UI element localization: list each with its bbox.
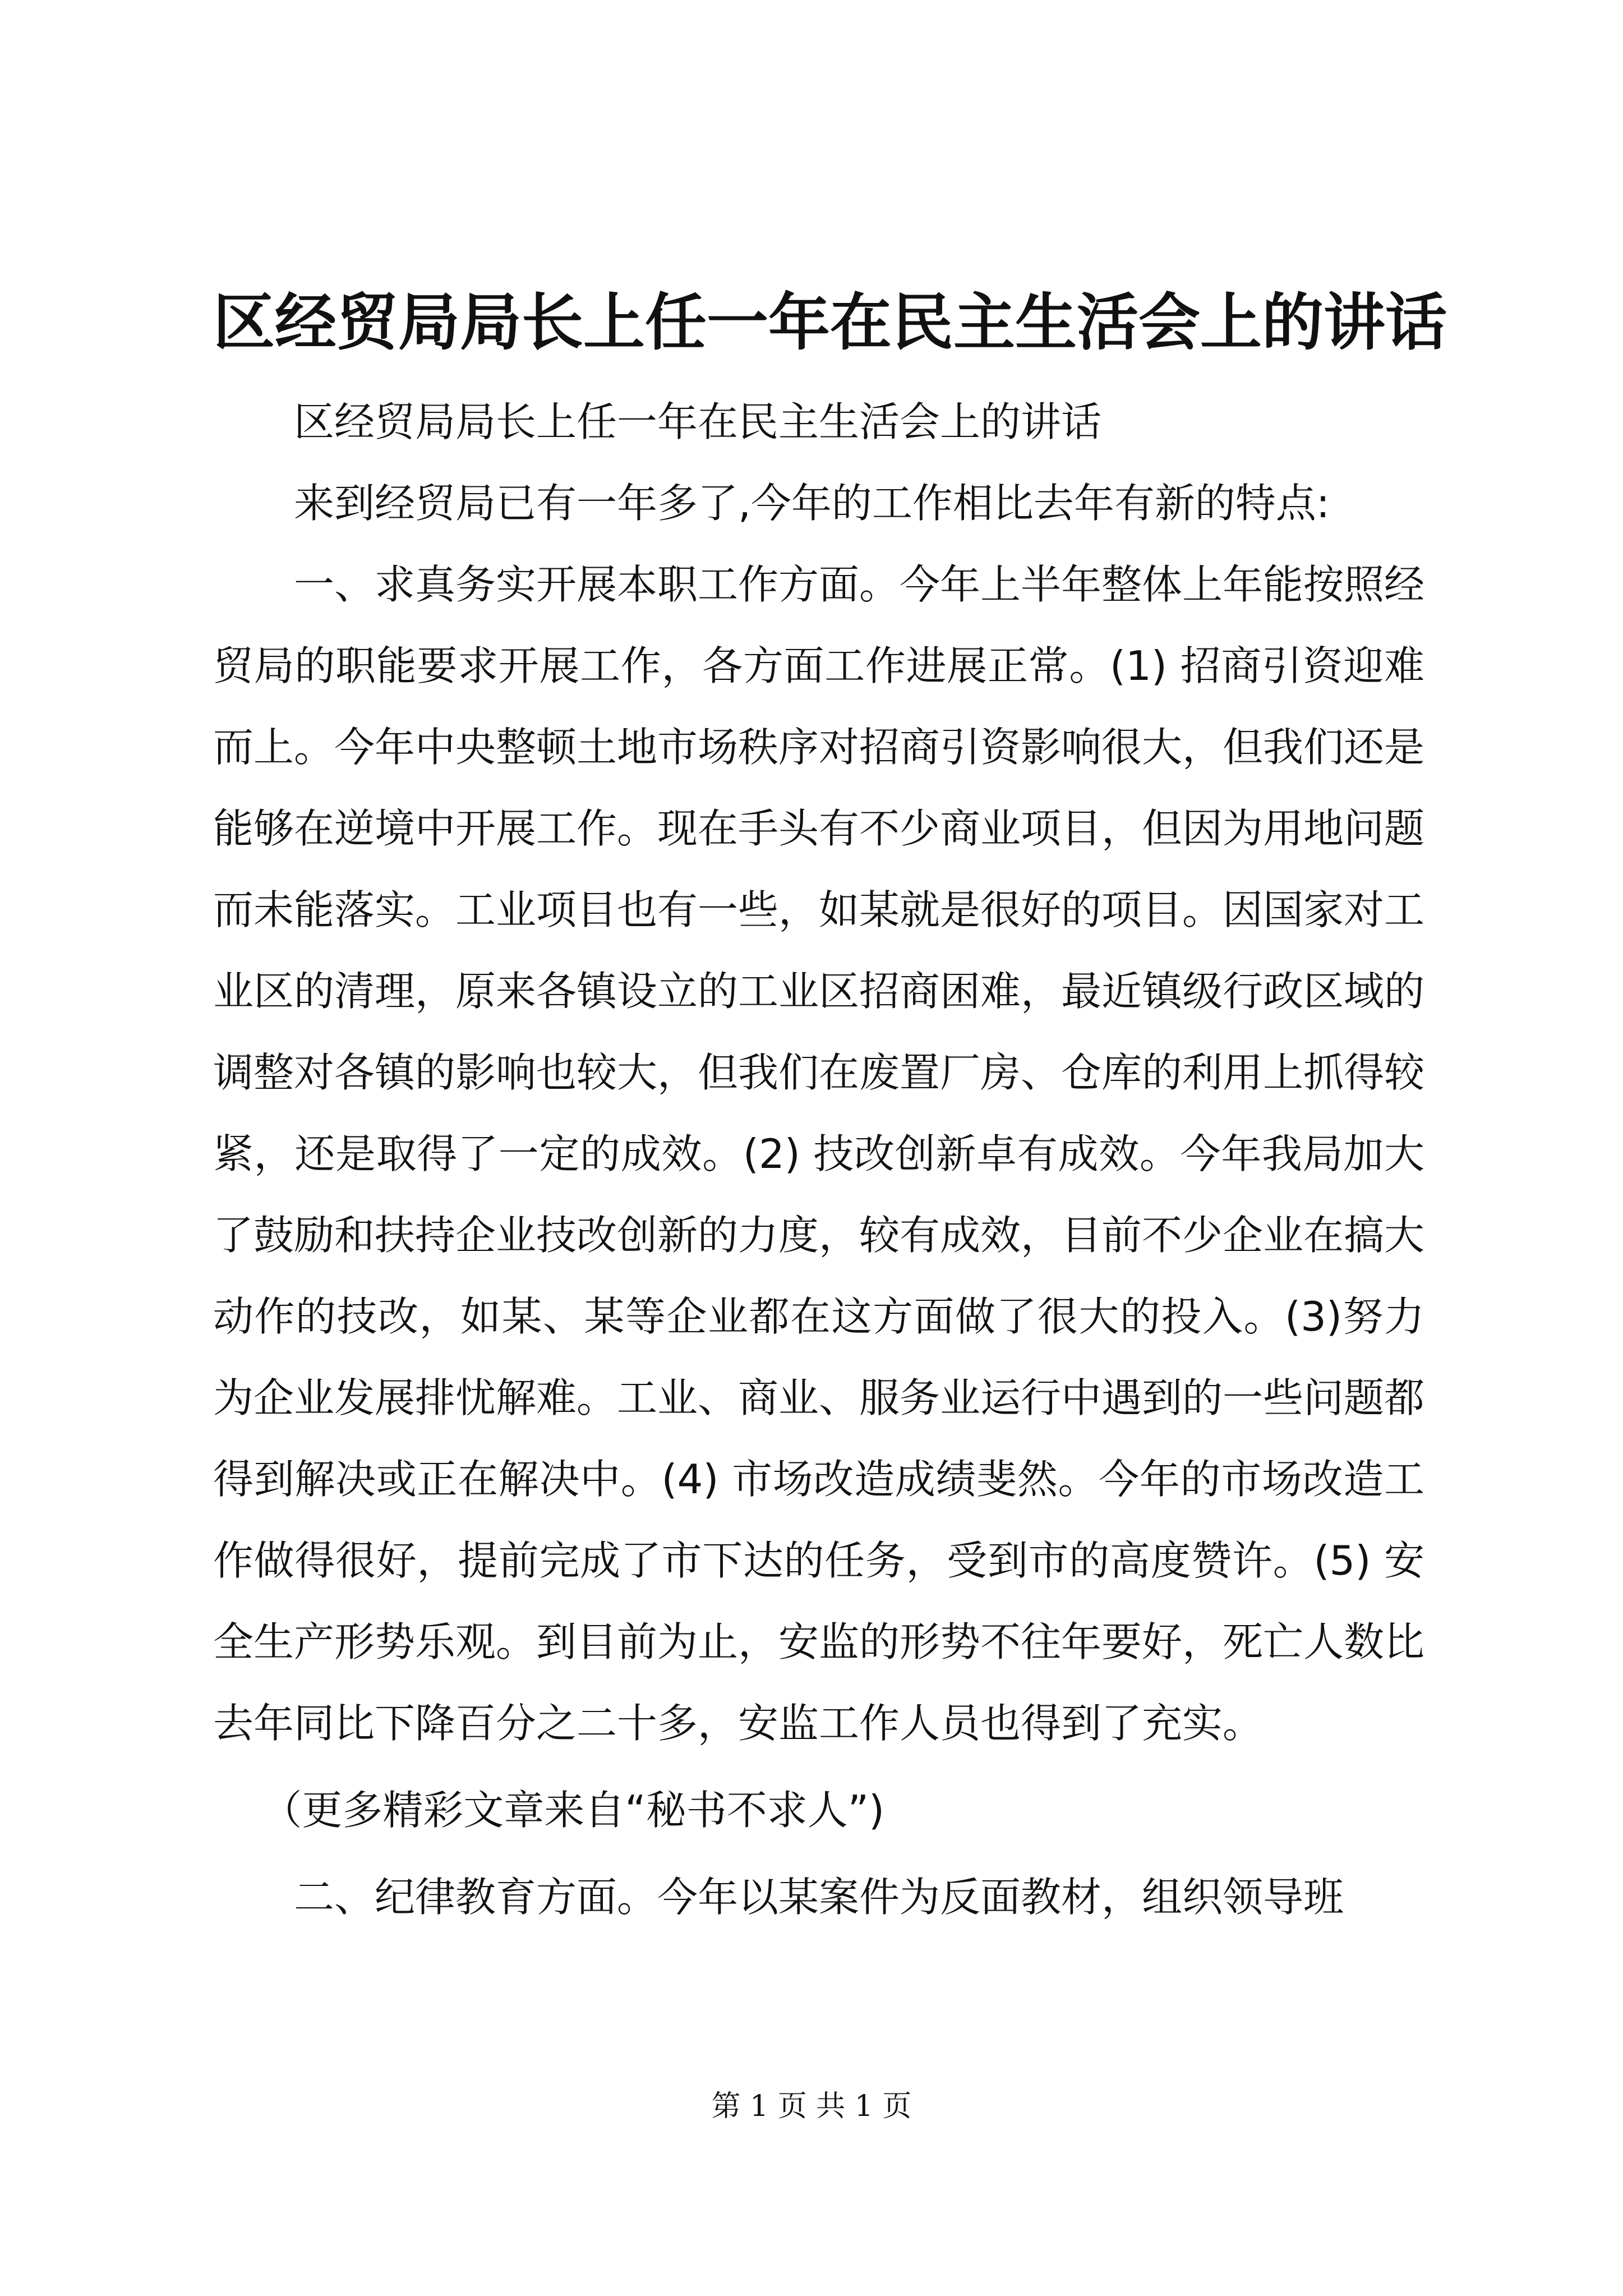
- document-title: 区经贸局局长上任一年在民主生活会上的讲话: [213, 286, 1447, 358]
- document-body: [213, 381, 1424, 1938]
- section-one-paragraph: 一、求真务实开展本职工作方面。今年上半年整体上年能按照经贸局的职能要求开展工作，各方面工作进展正常。(1) 招商引资迎难而上。今年中央整顿土地市场秩序对招商引资影响很大，但我们还是能够在逆境中开展工作。现在手头有不少商业项目，但因为用地问题而未能落实。工业项目也有一些，如某就是很好的项目。因国家对工业区的清理，原来各镇设立的工业区招商困难，最近镇级行政区域的调整对各镇的影响也较大，但我们在废置厂房、仓库的利用上抓得较紧，还是取得了一定的成效。(2) 技改创新卓有成效。今年我局加大了鼓励和扶持企业技改创新的力度，较有成效，目前不少企业在搞大动作的技改，如某、某等企业都在这方面做了很大的投入。(3)努力为企业发展排忧解难。工业、商业、服务业运行中遇到的一些问题都得到解决或正在解决中。(4) 市场改造成绩斐然。今年的市场改造工作做得很好，提前完成了市下达的任务，受到市的高度赞许。(5) 安全生产形势乐观。到目前为止，安监的形势不往年要好，死亡人数比去年同比下降百分之二十多，安监工作人员也得到了充实。: [213, 561, 1425, 1747]
- subtitle-paragraph: 区经贸局局长上任一年在民主生活会上的讲话: [294, 398, 1102, 445]
- section-two-paragraph: 二、纪律教育方面。今年以某案件为反面教材，组织领导班: [294, 1874, 1344, 1921]
- source-note-paragraph: （更多精彩文章来自“秘书不求人”): [261, 1787, 885, 1834]
- intro-paragraph: 来到经贸局已有一年多了,今年的工作相比去年有新的特点:: [294, 480, 1330, 527]
- page-footer: 第 1 页 共 1 页: [711, 2090, 912, 2123]
